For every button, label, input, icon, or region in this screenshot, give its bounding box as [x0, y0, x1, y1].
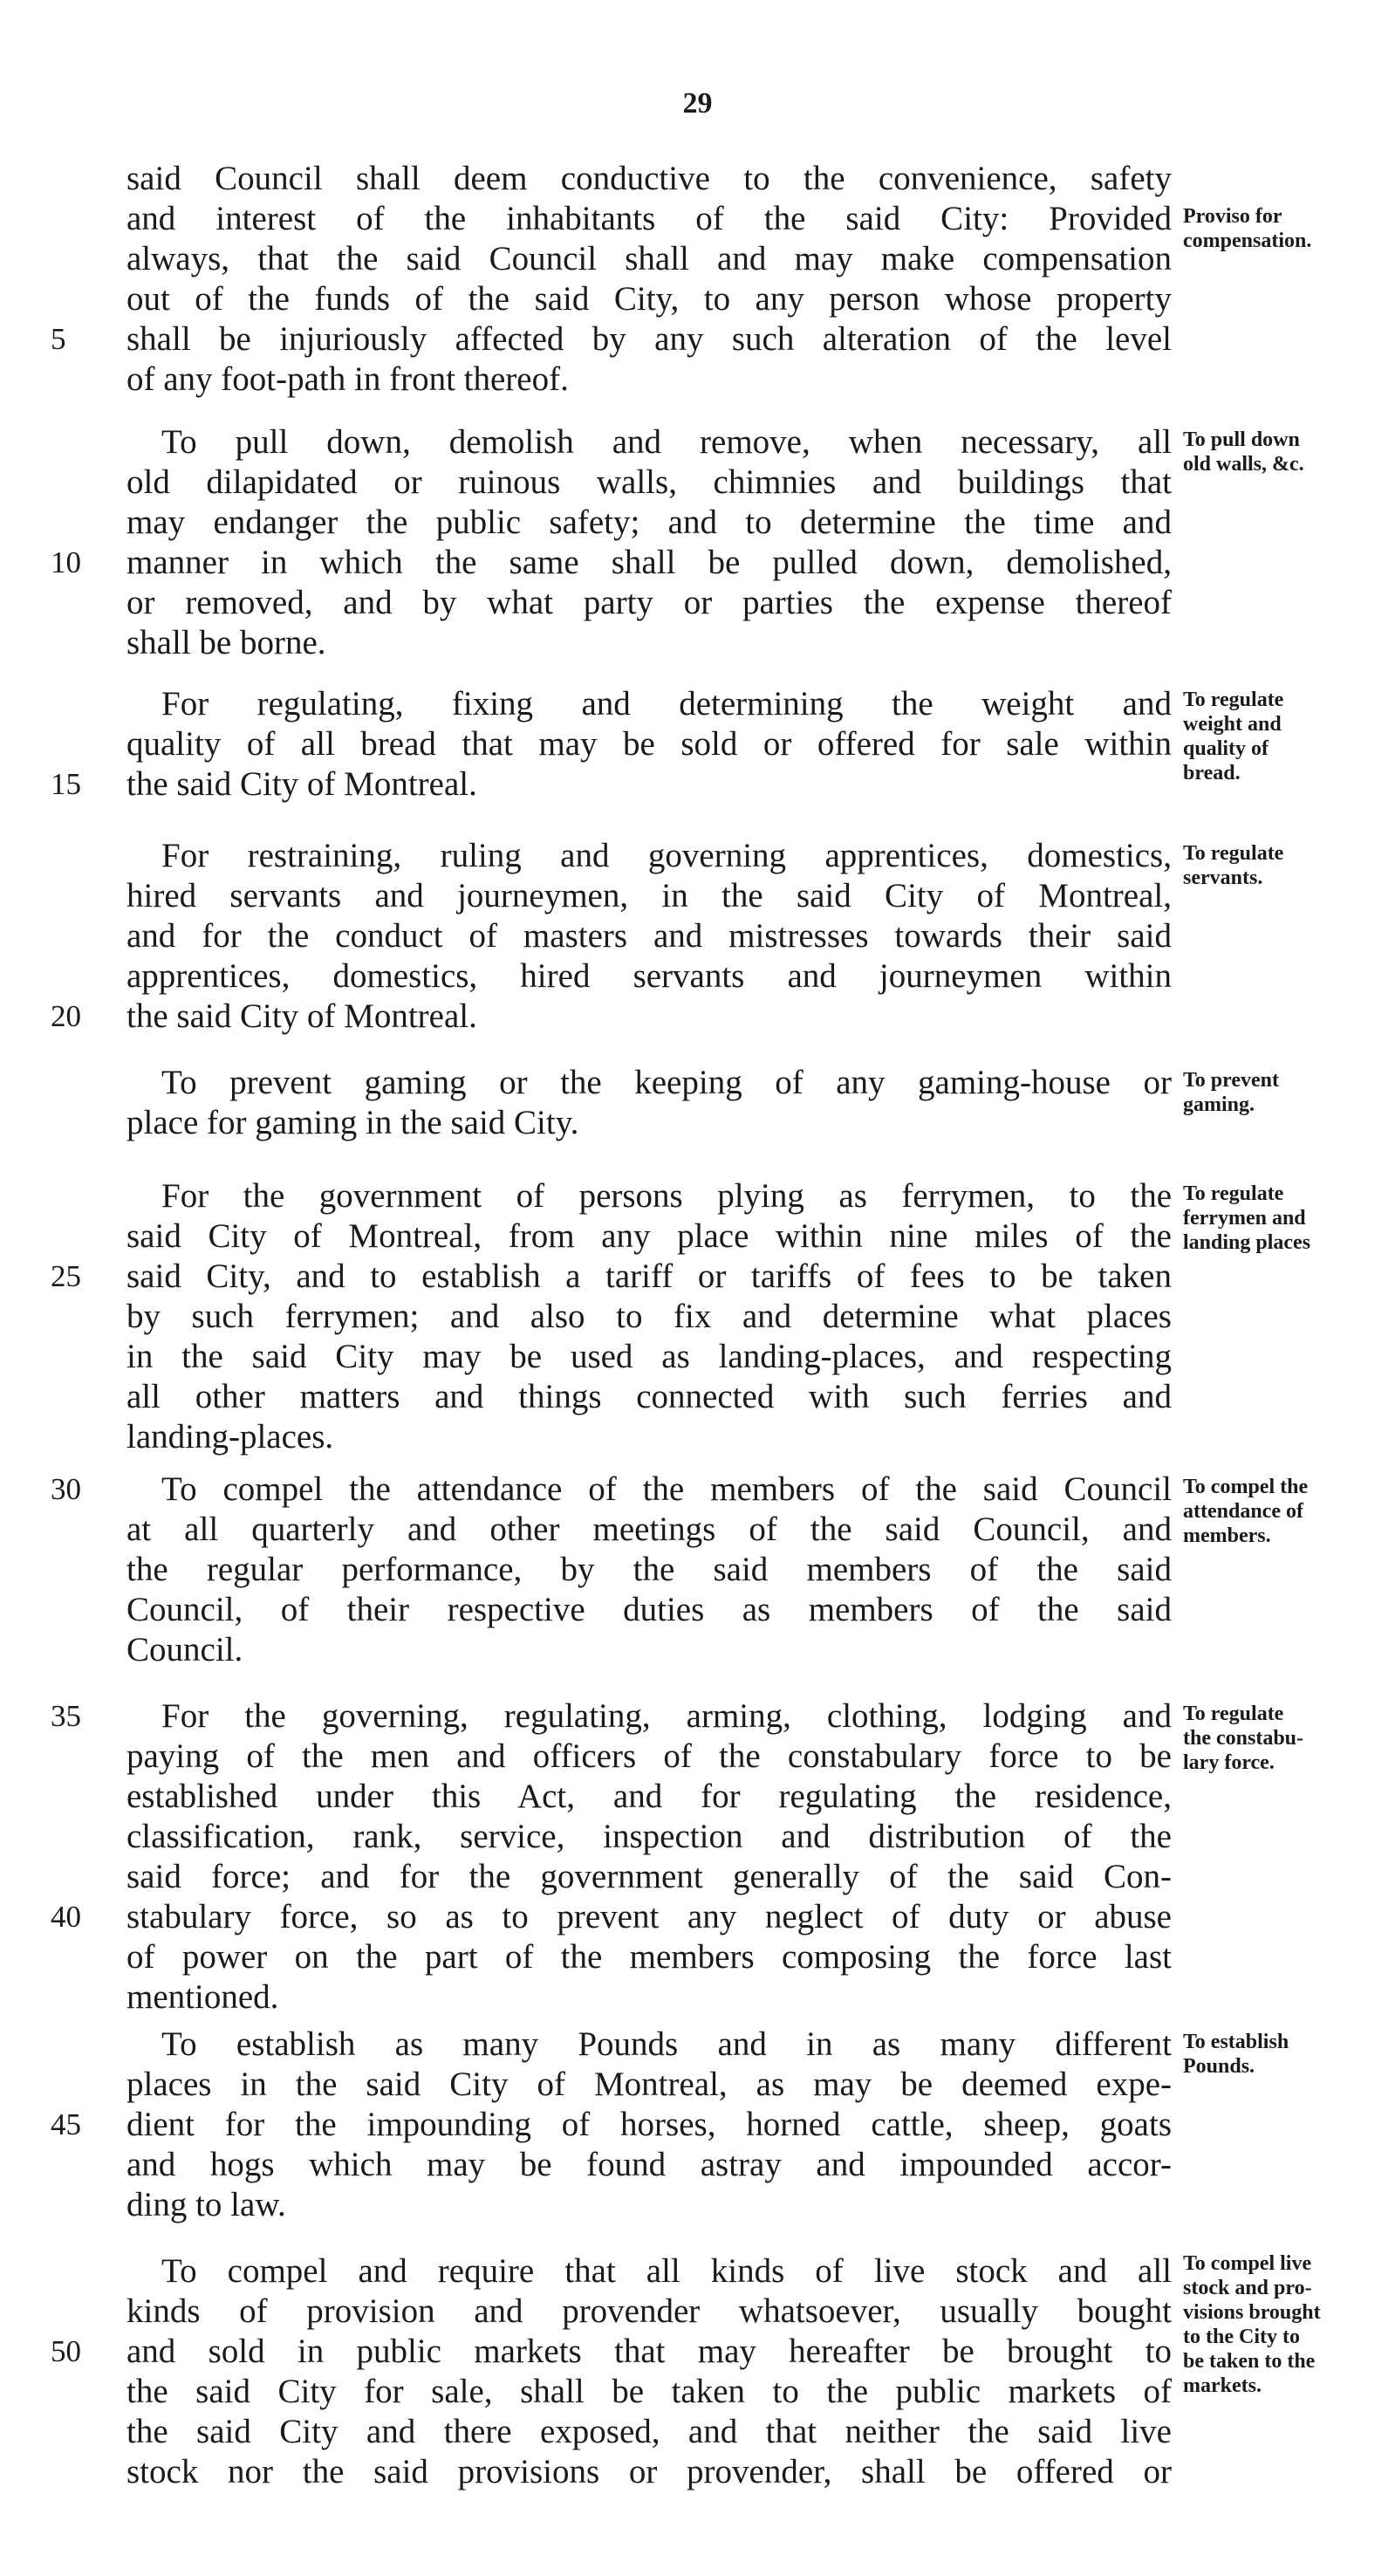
text-line	[52, 1297, 1378, 1337]
line-text: and for the conduct of masters and mistresses towards their said	[127, 917, 1172, 955]
text-line	[52, 2105, 1378, 2145]
marginal-note-line: To regulate	[1183, 689, 1284, 711]
paragraph	[52, 422, 1378, 663]
line-text: landing-places.	[127, 1418, 334, 1456]
line-text: Council.	[127, 1631, 243, 1668]
text-line	[52, 1977, 1378, 2018]
line-text: the regular performance, by the said members of the said	[127, 1551, 1172, 1588]
text-line	[52, 1737, 1378, 1777]
paragraph	[52, 2251, 1378, 2492]
line-text: or removed, and by what party or parties the expense thereof	[127, 584, 1172, 621]
line-text: For the governing, regulating, arming, clothing, lodging and	[161, 1697, 1172, 1735]
marginal-note-line: markets.	[1183, 2374, 1262, 2397]
marginal-note-line: weight and	[1183, 713, 1282, 736]
line-text: of any foot-path in front thereof.	[127, 360, 569, 398]
text-line	[52, 684, 1378, 724]
marginal-note-line: To compel the	[1183, 1476, 1309, 1498]
line-text: of power on the part of the members composing the force last	[127, 1938, 1172, 1976]
text-line	[52, 997, 1378, 1037]
line-text: and interest of the inhabitants of the said City: Provided	[127, 200, 1172, 237]
text-line	[52, 503, 1378, 543]
line-text: To compel and require that all kinds of live stock and all	[161, 2252, 1172, 2290]
line-text: place for gaming in the said City.	[127, 1104, 579, 1141]
text-line	[52, 876, 1378, 916]
text-line	[52, 2372, 1378, 2412]
text-line	[52, 1377, 1378, 1417]
text-line	[52, 2412, 1378, 2452]
marginal-note	[1183, 428, 1371, 476]
marginal-note	[1183, 688, 1371, 785]
line-text: and hogs which may be found astray and impounded accor-	[127, 2146, 1172, 2183]
line-text: the said City and there exposed, and that neither the said live	[127, 2413, 1172, 2450]
marginal-note-line: compensation.	[1183, 230, 1312, 252]
line-text: always, that the said Council shall and may make compensation	[127, 240, 1172, 277]
text-line	[52, 239, 1378, 279]
text-line	[52, 1470, 1378, 1510]
marginal-note-line: members.	[1183, 1524, 1271, 1547]
text-line	[52, 1510, 1378, 1550]
text-line	[52, 2251, 1378, 2292]
line-text: ding to law.	[127, 2186, 286, 2223]
text-line	[52, 2065, 1378, 2105]
marginal-note	[1183, 1068, 1371, 1117]
text-line	[52, 543, 1378, 583]
text-line	[52, 2145, 1378, 2185]
paragraph	[52, 159, 1378, 400]
text-line	[52, 2024, 1378, 2065]
text-line	[52, 422, 1378, 462]
line-number: 50	[51, 2334, 81, 2368]
line-text: all other matters and things connected with such ferries and	[127, 1378, 1172, 1415]
line-text: dient for the impounding of horses, horned cattle, sheep, goats	[127, 2106, 1172, 2143]
line-text: the said City for sale, shall be taken to the public markets of	[127, 2373, 1172, 2410]
line-text: old dilapidated or ruinous walls, chimnies and buildings that	[127, 463, 1172, 501]
text-line	[52, 1063, 1378, 1103]
marginal-note-line: ferrymen and	[1183, 1207, 1306, 1230]
text-line	[52, 1937, 1378, 1977]
text-line	[52, 916, 1378, 956]
marginal-note-line: bread.	[1183, 762, 1241, 784]
line-text: and sold in public markets that may hereafter be brought to	[127, 2333, 1172, 2370]
line-text: hired servants and journeymen, in the said City of Montreal,	[127, 877, 1172, 915]
line-text: places in the said City of Montreal, as may be deemed expe-	[127, 2066, 1172, 2103]
line-number: 5	[51, 322, 66, 356]
line-text: apprentices, domestics, hired servants and journeymen within	[127, 957, 1172, 995]
line-text: the said City of Montreal.	[127, 997, 477, 1035]
marginal-note-line: Proviso for	[1183, 205, 1282, 228]
line-text: said City, and to establish a tariff or tariffs of fees to be taken	[127, 1257, 1172, 1295]
line-text: stabulary force, so as to prevent any neglect of duty or abuse	[127, 1898, 1172, 1935]
paragraph	[52, 684, 1378, 805]
marginal-note-line: lary force.	[1183, 1751, 1275, 1774]
text-line	[52, 462, 1378, 503]
text-line	[52, 1777, 1378, 1817]
text-line	[52, 159, 1378, 199]
line-text: established under this Act, and for regulating the residence,	[127, 1778, 1172, 1815]
text-line	[52, 1897, 1378, 1937]
line-text: To establish as many Pounds and in as many different	[161, 2025, 1172, 2063]
line-text: Council, of their respective duties as members of the said	[127, 1591, 1172, 1628]
marginal-note-line: To regulate	[1183, 1182, 1284, 1205]
text-line	[52, 1630, 1378, 1670]
line-text: stock nor the said provisions or provender, shall be offered or	[127, 2453, 1172, 2490]
line-number: 15	[51, 767, 81, 801]
text-line	[52, 1103, 1378, 1143]
text-line	[52, 1337, 1378, 1377]
marginal-note	[1183, 1475, 1371, 1548]
paragraph	[52, 1696, 1378, 2018]
line-number: 20	[51, 999, 81, 1033]
line-text: To pull down, demolish and remove, when necessary, all	[161, 423, 1172, 461]
marginal-note-line: To prevent	[1183, 1069, 1280, 1092]
paragraph	[52, 1176, 1378, 1457]
text-line	[52, 724, 1378, 764]
marginal-note	[1183, 1702, 1371, 1775]
line-text: For regulating, fixing and determining the weight and	[161, 685, 1172, 723]
text-line	[52, 199, 1378, 239]
line-text: may endanger the public safety; and to determine the time and	[127, 504, 1172, 541]
page-number: 29	[682, 87, 713, 120]
text-line	[52, 1817, 1378, 1857]
marginal-note-line: To establish	[1183, 2031, 1289, 2053]
marginal-note-line: visions brought	[1183, 2301, 1321, 2324]
text-line	[52, 2292, 1378, 2332]
marginal-note-line: To pull down	[1183, 428, 1300, 451]
marginal-note-line: To regulate	[1183, 1702, 1284, 1725]
text-line	[52, 1216, 1378, 1257]
text-line	[52, 319, 1378, 360]
line-number: 35	[51, 1699, 81, 1733]
line-text: the said City of Montreal.	[127, 765, 477, 803]
marginal-note-line: To regulate	[1183, 842, 1284, 865]
line-text: said force; and for the government generally of the said Con-	[127, 1858, 1172, 1895]
paragraph	[52, 1063, 1378, 1143]
text-line	[52, 836, 1378, 876]
text-line	[52, 360, 1378, 400]
line-text: paying of the men and officers of the constabulary force to be	[127, 1737, 1172, 1775]
line-text: quality of all bread that may be sold or offered for sale within	[127, 725, 1172, 763]
text-line	[52, 1857, 1378, 1897]
line-number: 25	[51, 1259, 81, 1293]
text-line	[52, 2332, 1378, 2372]
marginal-note	[1183, 204, 1371, 253]
marginal-note	[1183, 2030, 1371, 2079]
text-line	[52, 583, 1378, 623]
text-line	[52, 1590, 1378, 1630]
line-text: said Council shall deem conductive to the convenience, safety	[127, 160, 1172, 197]
text-line	[52, 1417, 1378, 1457]
line-text: mentioned.	[127, 1978, 279, 2016]
text-line	[52, 764, 1378, 805]
paragraph	[52, 1470, 1378, 1670]
line-text: shall be injuriously affected by any such alteration of the level	[127, 320, 1172, 358]
line-text: out of the funds of the said City, to any person whose property	[127, 280, 1172, 318]
line-text: at all quarterly and other meetings of the said Council, and	[127, 1511, 1172, 1548]
text-line	[52, 623, 1378, 663]
marginal-note-line: old walls, &c.	[1183, 453, 1304, 476]
text-line	[52, 1176, 1378, 1216]
marginal-note-line: servants.	[1183, 867, 1263, 889]
line-text: by such ferrymen; and also to fix and determine what places	[127, 1298, 1172, 1335]
line-text: For the government of persons plying as ferrymen, to the	[161, 1177, 1172, 1215]
marginal-note	[1183, 2251, 1371, 2398]
line-number: 45	[51, 2107, 81, 2141]
marginal-note-line: to the City to	[1183, 2326, 1300, 2348]
line-text: To prevent gaming or the keeping of any gaming-house or	[161, 1064, 1172, 1101]
marginal-note-line: be taken to the	[1183, 2350, 1316, 2373]
line-text: manner in which the same shall be pulled down, demolished,	[127, 544, 1172, 581]
text-line	[52, 1257, 1378, 1297]
text-line	[52, 1550, 1378, 1590]
line-number: 10	[51, 545, 81, 579]
marginal-note-line: stock and pro-	[1183, 2277, 1312, 2299]
line-number: 30	[51, 1472, 81, 1506]
marginal-note	[1183, 841, 1371, 890]
paragraph	[52, 2024, 1378, 2225]
line-number: 40	[51, 1900, 81, 1934]
marginal-note-line: To compel live	[1183, 2252, 1312, 2275]
line-text: classification, rank, service, inspection and distribution of the	[127, 1818, 1172, 1855]
text-line	[52, 279, 1378, 319]
line-text: said City of Montreal, from any place within nine miles of the	[127, 1217, 1172, 1255]
text-line	[52, 1696, 1378, 1737]
text-line	[52, 2185, 1378, 2225]
line-text: shall be borne.	[127, 624, 326, 661]
text-line	[52, 2452, 1378, 2492]
text-line	[52, 956, 1378, 997]
line-text: To compel the attendance of the members of the said Council	[161, 1470, 1172, 1508]
line-text: kinds of provision and provender whatsoever, usually bought	[127, 2292, 1172, 2330]
marginal-note-line: the constabu-	[1183, 1727, 1304, 1750]
marginal-note-line: quality of	[1183, 737, 1269, 760]
marginal-note-line: attendance of	[1183, 1500, 1303, 1523]
marginal-note-line: landing places	[1183, 1231, 1311, 1254]
paragraph	[52, 836, 1378, 1037]
marginal-note	[1183, 1182, 1371, 1255]
marginal-note-line: Pounds.	[1183, 2055, 1255, 2078]
marginal-note-line: gaming.	[1183, 1093, 1255, 1116]
line-text: For restraining, ruling and governing apprentices, domestics,	[161, 837, 1172, 874]
line-text: in the said City may be used as landing-places, and respecting	[127, 1338, 1172, 1375]
